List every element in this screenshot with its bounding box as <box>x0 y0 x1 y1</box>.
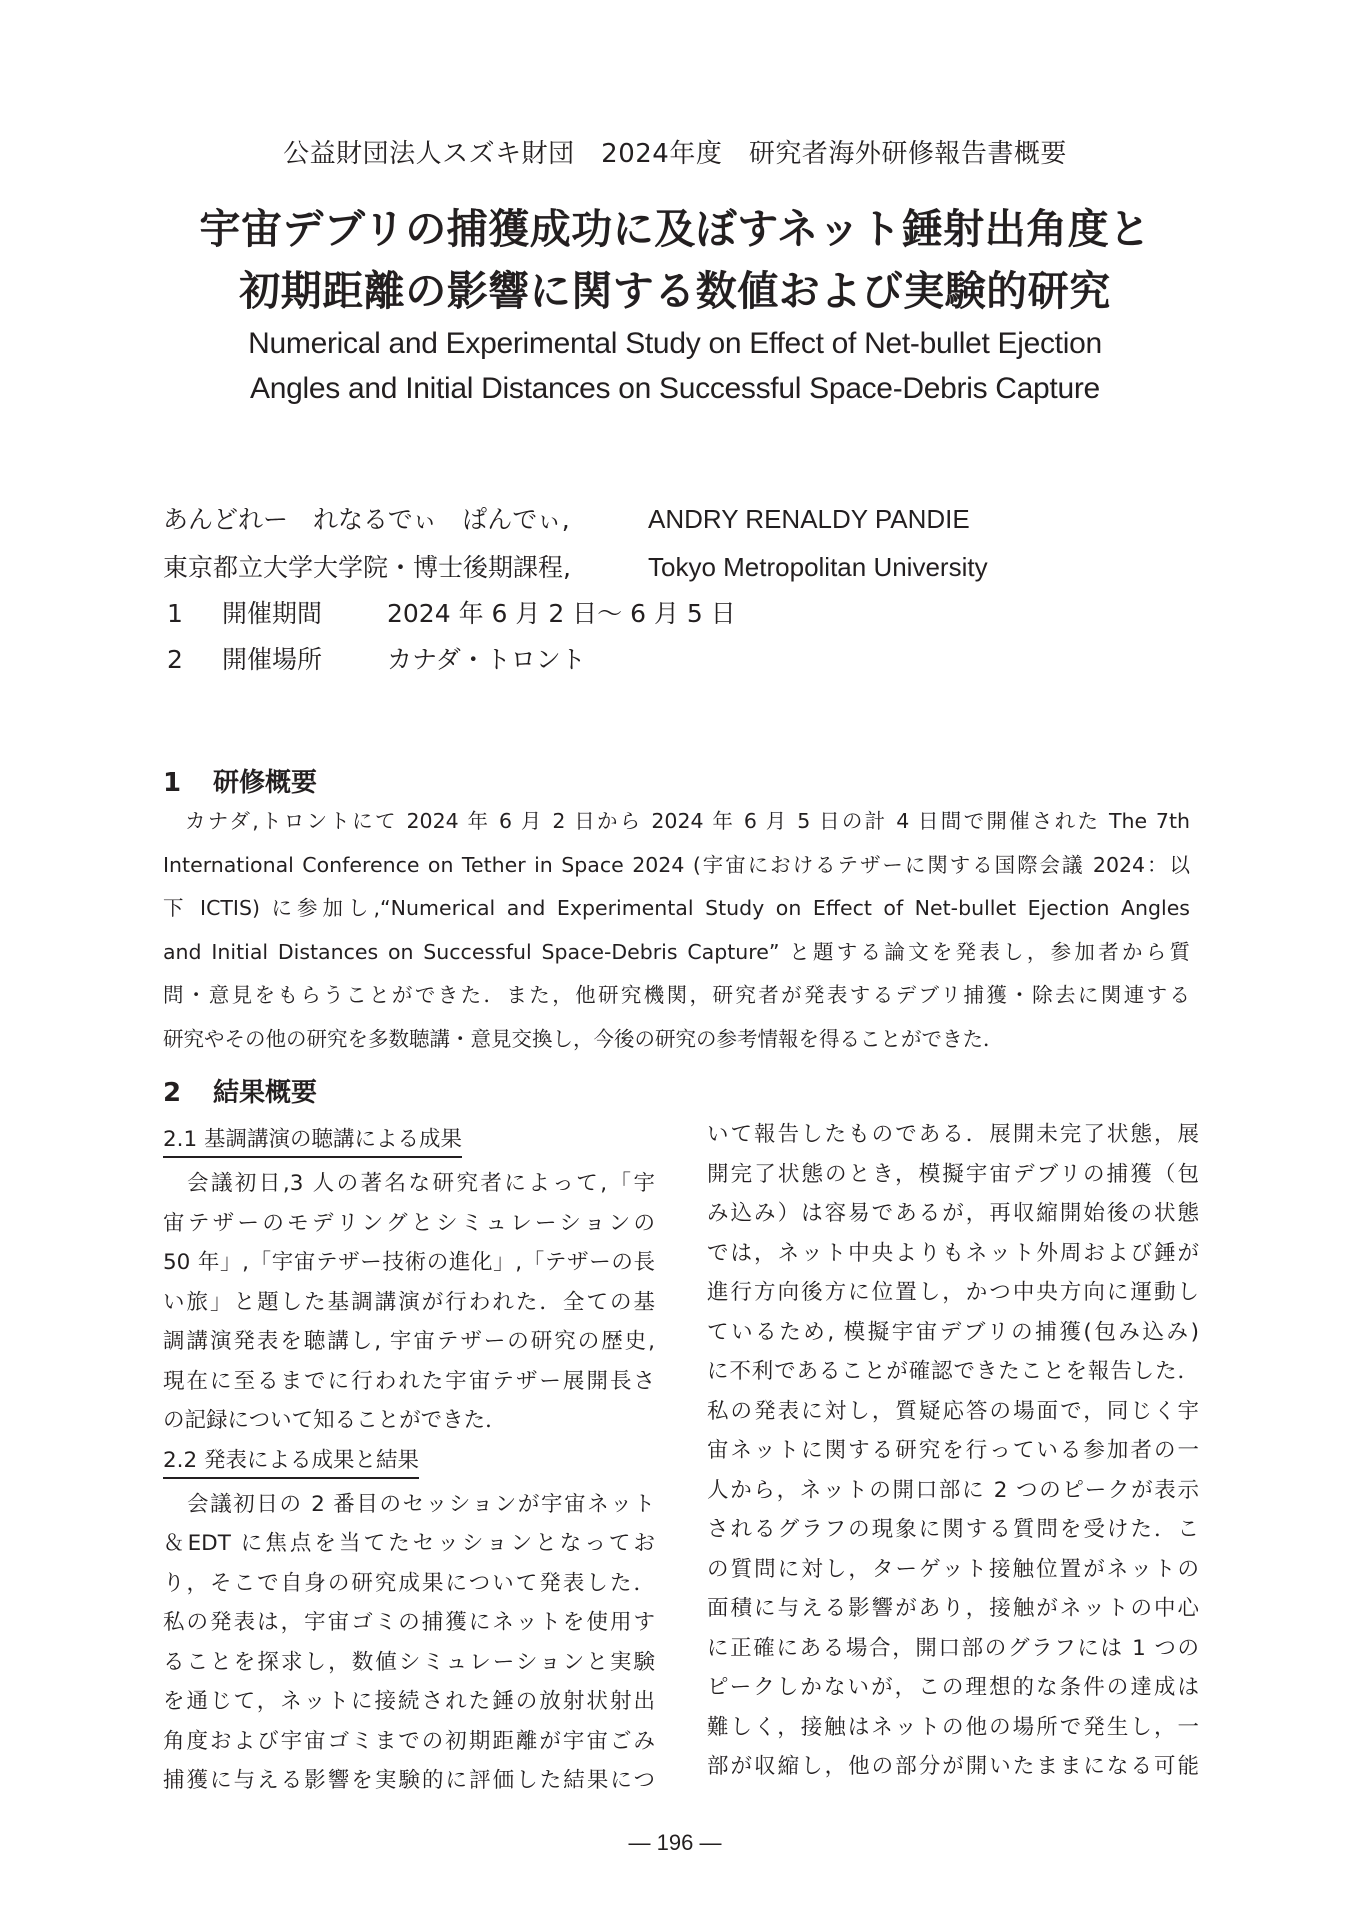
paragraph-line: ているため, 模擬宇宙デブリの捕獲(包み込み) <box>707 1319 1199 1345</box>
paragraph-line: 角度および宇宙ゴミまでの初期距離が宇宙ごみ <box>163 1728 655 1754</box>
paragraph-line: い旅」と題した基調講演が行われた．全ての基 <box>163 1289 655 1315</box>
paragraph-line: ピークしかないが，この理想的な条件の達成は <box>707 1675 1199 1700</box>
paragraph-line: では，ネット中央よりもネット外周および錘が <box>707 1240 1199 1266</box>
right-column <box>707 1115 1199 1787</box>
info-number: 2 <box>167 645 183 674</box>
paragraph-line: 50 年」,「宇宙テザー技術の進化」,「テザーの長 <box>163 1250 655 1275</box>
paragraph-line: 会議初日の 2 番目のセッションが宇宙ネット <box>187 1491 655 1517</box>
info-row-period <box>163 594 736 634</box>
paragraph-line: 面積に与える影響があり，接触がネットの中心 <box>707 1596 1199 1621</box>
paragraph-line: ＆EDT に焦点を当てたセッションとなってお <box>163 1531 655 1556</box>
paragraph-line: 人から，ネットの開口部に 2 つのピークが表示 <box>707 1477 1199 1503</box>
paragraph-line: 私の発表に対し，質疑応答の場面で，同じく宇 <box>707 1398 1199 1424</box>
left-column <box>163 1120 655 1801</box>
affiliation-row <box>163 548 988 588</box>
info-row-place <box>163 640 586 680</box>
paragraph-line: 現在に至るまでに行われた宇宙テザー展開長さ <box>163 1368 655 1394</box>
report-header: 公益財団法人スズキ財団 2024年度 研究者海外研修報告書概要 <box>283 139 1067 169</box>
paragraph-line: に正確にある場合，開口部のグラフには 1 つの <box>707 1635 1199 1661</box>
section-2-heading <box>163 1072 317 1109</box>
author-name-en: ANDRY RENALDY PANDIE <box>648 504 970 534</box>
section-number: 1 <box>163 768 182 798</box>
title-ja-line-1: 宇宙デブリの捕獲成功に及ぼすネット錘射出角度と <box>199 205 1151 253</box>
paragraph-line: り，そこで自身の研究成果について発表した． <box>163 1570 655 1596</box>
page-number: — 196 — <box>628 1830 722 1855</box>
section-1-heading <box>163 762 317 799</box>
title-en-line-2: Angles and Initial Distances on Successful Space-Debris Capture <box>250 372 1100 405</box>
info-value: 2024 年 6 月 2 日〜 6 月 5 日 <box>387 599 736 628</box>
paragraph-line: 進行方向後方に位置し，かつ中央方向に運動し <box>707 1280 1199 1305</box>
paragraph-line: 捕獲に与える影響を実験的に評価した結果につ <box>163 1768 655 1793</box>
paragraph-line: 宙テザーのモデリングとシミュレーションの <box>163 1210 655 1236</box>
paragraph-line: の質問に対し，ターゲット接触位置がネットの <box>707 1556 1199 1582</box>
paragraph-line: み込み）は容易であるが，再収縮開始後の状態 <box>707 1201 1199 1226</box>
section-1-body <box>163 800 1190 1061</box>
info-label: 開催期間 <box>222 599 323 628</box>
info-label: 開催場所 <box>222 645 323 674</box>
section-number: 2 <box>163 1078 182 1108</box>
paragraph-line: に不利であることが確認できたことを報告した． <box>707 1359 1199 1384</box>
paragraph-line: の記録について知ることができた． <box>163 1408 507 1433</box>
paragraph-line: 私の発表は，宇宙ゴミの捕獲にネットを使用す <box>163 1610 655 1635</box>
paragraph-line: ることを探求し，数値シミュレーションと実験 <box>163 1649 655 1675</box>
title-en-line-1: Numerical and Experimental Study on Effect of Net-bullet Ejection <box>248 327 1102 360</box>
paragraph-line: 調講演発表を聴講し, 宇宙テザーの研究の歴史, <box>163 1329 655 1354</box>
title-ja-line-2: 初期距離の影響に関する数値および実験的研究 <box>239 267 1111 315</box>
paragraph-line: いて報告したものである．展開未完了状態，展 <box>707 1122 1199 1147</box>
paragraph-line: 宙ネットに関する研究を行っている参加者の一 <box>707 1438 1199 1463</box>
paragraph-line: されるグラフの現象に関する質問を受けた．こ <box>707 1517 1199 1542</box>
paragraph-line: 下 ICTIS) に参加し,“Numerical and Experimental Study on Effect of Net-bullet Ejection Angles <box>163 896 1190 920</box>
author-name-ja: あんどれー れなるでぃ ぱんでぃ, <box>163 505 570 534</box>
subsection-2-2-heading: 2.2 発表による成果と結果 <box>163 1446 419 1479</box>
affiliation-ja: 東京都立大学大学院・博士後期課程, <box>163 553 571 582</box>
affiliation-en: Tokyo Metropolitan University <box>648 552 988 582</box>
section-title: 結果概要 <box>213 1078 318 1108</box>
paragraph-line: 開完了状態のとき，模擬宇宙デブリの捕獲（包 <box>707 1161 1199 1187</box>
paragraph-line: カナダ,トロントにて 2024 年 6 月 2 日から 2024 年 6 月 5 日の計 4 日間で開催された The 7th <box>185 809 1190 833</box>
paragraph-line: and Initial Distances on Successful Space-Debris Capture” と題する論文を発表し，参加者から質 <box>163 939 1190 964</box>
paragraph-line: 問・意見をもらうことができた．また，他研究機関，研究者が発表するデブリ捕獲・除去に関連する <box>163 983 1190 1007</box>
paragraph-line: 会議初日,3 人の著名な研究者によって,「宇 <box>187 1171 655 1196</box>
info-value: カナダ・トロント <box>387 645 586 674</box>
paragraph-line: International Conference on Tether in Space 2024 (宇宙におけるテザーに関する国際会議 2024：以 <box>163 852 1190 877</box>
subsection-2-1-heading: 2.1 基調講演の聴講による成果 <box>163 1125 462 1158</box>
author-row <box>163 500 970 540</box>
paragraph-line: を通じて，ネットに接続された錘の放射状射出 <box>163 1689 655 1714</box>
info-number: 1 <box>167 599 183 628</box>
section-title: 研修概要 <box>213 768 318 798</box>
paragraph-line: 部が収縮し，他の部分が開いたままになる可能 <box>707 1754 1199 1779</box>
paragraph-line: 難しく，接触はネットの他の場所で発生し，一 <box>707 1714 1199 1740</box>
paragraph-line: 研究やその他の研究を多数聴講・意見交換し，今後の研究の参考情報を得ることができた． <box>163 1026 1004 1051</box>
